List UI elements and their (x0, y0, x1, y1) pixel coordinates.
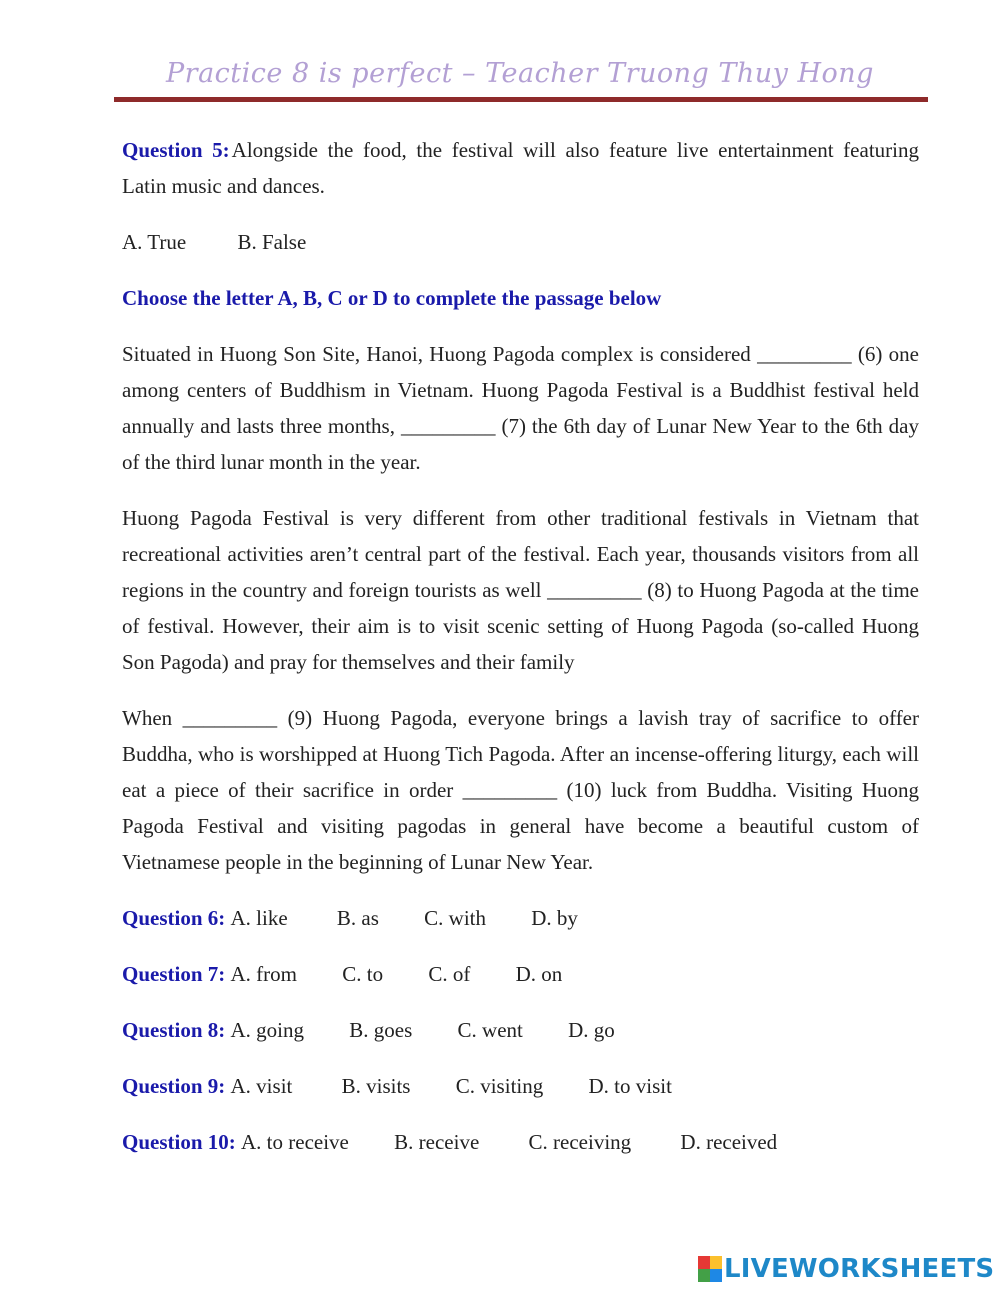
question-9-option-b[interactable]: B. visits (341, 1074, 411, 1098)
question-9-option-a[interactable]: A. visit (230, 1074, 293, 1098)
option-false[interactable]: B. False (237, 230, 307, 254)
question-7-option-d[interactable]: D. on (515, 962, 563, 986)
question-5-text: Alongside the food, the festival will also feature live entertainment featuring Latin music and dances. (122, 138, 919, 198)
question-10-label: Question 10: (122, 1130, 236, 1154)
option-true[interactable]: A. True (122, 230, 187, 254)
question-8-option-c[interactable]: C. went (457, 1018, 523, 1042)
liveworksheets-logo-text: LIVEWORKSHEETS (724, 1254, 995, 1284)
question-10 (122, 1124, 919, 1160)
question-8 (122, 1012, 919, 1048)
question-10-option-c[interactable]: C. receiving (528, 1130, 632, 1154)
question-10-option-d[interactable]: D. received (680, 1130, 778, 1154)
question-10-option-b[interactable]: B. receive (394, 1130, 480, 1154)
logo-square-green (698, 1269, 710, 1282)
question-6-option-a[interactable]: A. like (230, 906, 288, 930)
liveworksheets-logo[interactable] (698, 1254, 994, 1284)
question-5-label: Question 5: (122, 138, 230, 162)
question-8-option-a[interactable]: A. going (230, 1018, 305, 1042)
question-5 (122, 132, 919, 204)
passage-paragraph-1: Situated in Huong Son Site, Hanoi, Huong Pagoda complex is considered _________ (6) one among centers of Buddhism in Vietnam. Huong Pagoda Festival is a Buddhist festival held annually and lasts three months, _________ (7) the 6th day of Lunar New Year to the 6th day of the third lunar month in the year. (122, 342, 919, 474)
question-9-option-d[interactable]: D. to visit (588, 1074, 672, 1098)
section-title: Choose the letter A, B, C or D to complete the passage below (122, 286, 662, 310)
question-6-label: Question 6: (122, 906, 226, 930)
question-10-option-a[interactable]: A. to receive (241, 1130, 349, 1154)
question-7-option-c[interactable]: C. of (428, 962, 471, 986)
question-6-option-c[interactable]: C. with (424, 906, 487, 930)
question-8-option-d[interactable]: D. go (568, 1018, 615, 1042)
question-9 (122, 1068, 919, 1104)
logo-square-yellow (710, 1256, 722, 1269)
question-6 (122, 900, 919, 936)
worksheet-content (122, 132, 919, 1160)
passage-paragraph-2: Huong Pagoda Festival is very different from other traditional festivals in Vietnam that recreational activities aren’t central part of the festival. Each year, thousands visitors from all regions in the country and foreign tourists as well _________ (8) to Huong Pagoda at the time of festival. However, their aim is to visit scenic setting of Huong Pagoda (so-called Huong Son Pagoda) and pray for themselves and their family (122, 506, 919, 674)
question-7-label: Question 7: (122, 962, 226, 986)
question-6-option-d[interactable]: D. by (531, 906, 578, 930)
passage-paragraph-3: When _________ (9) Huong Pagoda, everyone brings a lavish tray of sacrifice to offer Buddha, who is worshipped at Huong Tich Pagoda. After an incense-offering liturgy, each will eat a piece of their sacrifice in order _________ (10) luck from Buddha. Visiting Huong Pagoda Festival and visiting pagodas in general have become a beautiful custom of Vietnamese people in the beginning of Lunar New Year. (122, 706, 919, 874)
question-9-option-c[interactable]: C. visiting (455, 1074, 544, 1098)
logo-square-red (698, 1256, 710, 1269)
question-6-option-b[interactable]: B. as (336, 906, 379, 930)
question-8-label: Question 8: (122, 1018, 226, 1042)
question-7 (122, 956, 919, 992)
logo-square-blue (710, 1269, 722, 1282)
question-7-option-b[interactable]: C. to (342, 962, 384, 986)
question-5-options (122, 224, 919, 260)
header-divider (114, 97, 928, 102)
question-8-option-b[interactable]: B. goes (349, 1018, 413, 1042)
liveworksheets-logo-icon (698, 1256, 722, 1282)
question-9-label: Question 9: (122, 1074, 226, 1098)
page-header-title: Practice 8 is perfect – Teacher Truong Thuy Hong (166, 58, 874, 89)
question-7-option-a[interactable]: A. from (230, 962, 298, 986)
